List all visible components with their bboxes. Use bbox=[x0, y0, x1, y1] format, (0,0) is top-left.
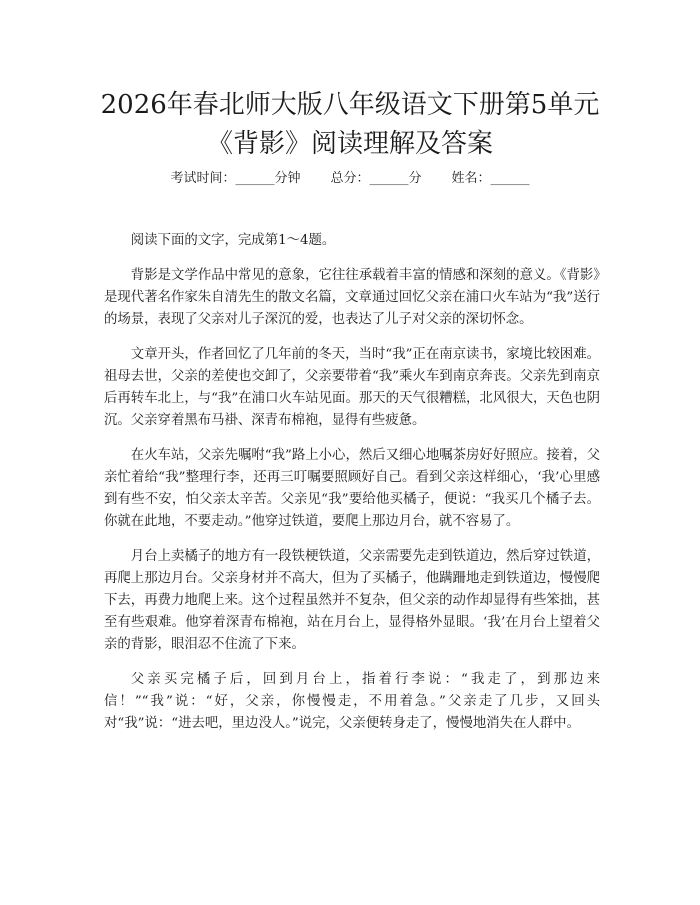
student-name-field: 姓名：______ bbox=[451, 171, 530, 186]
passage-paragraph: 在火车站，父亲先嘱咐“我”路上小心，然后又细心地嘱茶房好好照应。接着，父亲忙着给“我”整理行李，还再三叮嘱要照顾好自己。看到父亲这样细心，‘我’心里感到有些不安，怕父亲太辛苦。父亲见“我”要给他买橘子，便说：“我买几个橘子去。你就在此地，不要走动。”他穿过铁道，要爬上那边月台，就不容易了。 bbox=[104, 448, 600, 529]
instruction-paragraph: 阅读下面的文字，完成第1～4题。 bbox=[130, 233, 336, 248]
passage-paragraph: 父亲买完橘子后，回到月台上，指着行李说：“我走了，到那边来信！”“我”说：“好，父亲，你慢慢走，不用着急。”父亲走了几步，又回头对“我”说：“进去吧，里边没人。”说完，父亲便转身走了，慢慢地消失在人群中。 bbox=[104, 672, 600, 731]
document-title-line-1: 2026年春北师大版八年级语文下册第5单元 bbox=[100, 90, 600, 120]
document-title-line-2: 《背影》阅读理解及答案 bbox=[206, 129, 493, 159]
reading-passage bbox=[104, 230, 600, 748]
exam-time-field: 考试时间：______分钟 bbox=[170, 171, 301, 186]
passage-paragraph: 月台上卖橘子的地方有一段铁梗铁道，父亲需要先走到铁道边，然后穿过铁道，再爬上那边月台。父亲身材并不高大，但为了买橘子，他蹒跚地走到铁道边，慢慢爬下去，再费力地爬上来。这个过程虽然并不复杂，但父亲的动作却显得有些笨拙，甚至有些艰难。他穿着深青布棉袍，站在月台上，显得格外显眼。‘我’在月台上望着父亲的背影，眼泪忍不住流了下来。 bbox=[104, 549, 600, 652]
passage-paragraph: 背影是文学作品中常见的意象，它往往承载着丰富的情感和深刻的意义。《背影》是现代著名作家朱自清先生的散文名篇，文章通过回忆父亲在浦口火车站为“我”送行的场景，表现了父亲对儿子深沉的爱，也表达了儿子对父亲的深切怀念。 bbox=[104, 268, 600, 327]
exam-info-line bbox=[0, 170, 700, 188]
total-score-field: 总分：______分 bbox=[330, 171, 422, 186]
passage-paragraph: 文章开头，作者回忆了几年前的冬天，当时“我”正在南京读书，家境比较困难。祖母去世，父亲的差使也交卸了，父亲要带着“我”乘火车到南京奔丧。父亲先到南京后再转车北上，与“我”在浦口火车站见面。那天的天气很糟糕，北风很大，天色也阴沉。父亲穿着黑布马褂、深青布棉袍，显得有些疲惫。 bbox=[104, 347, 600, 428]
